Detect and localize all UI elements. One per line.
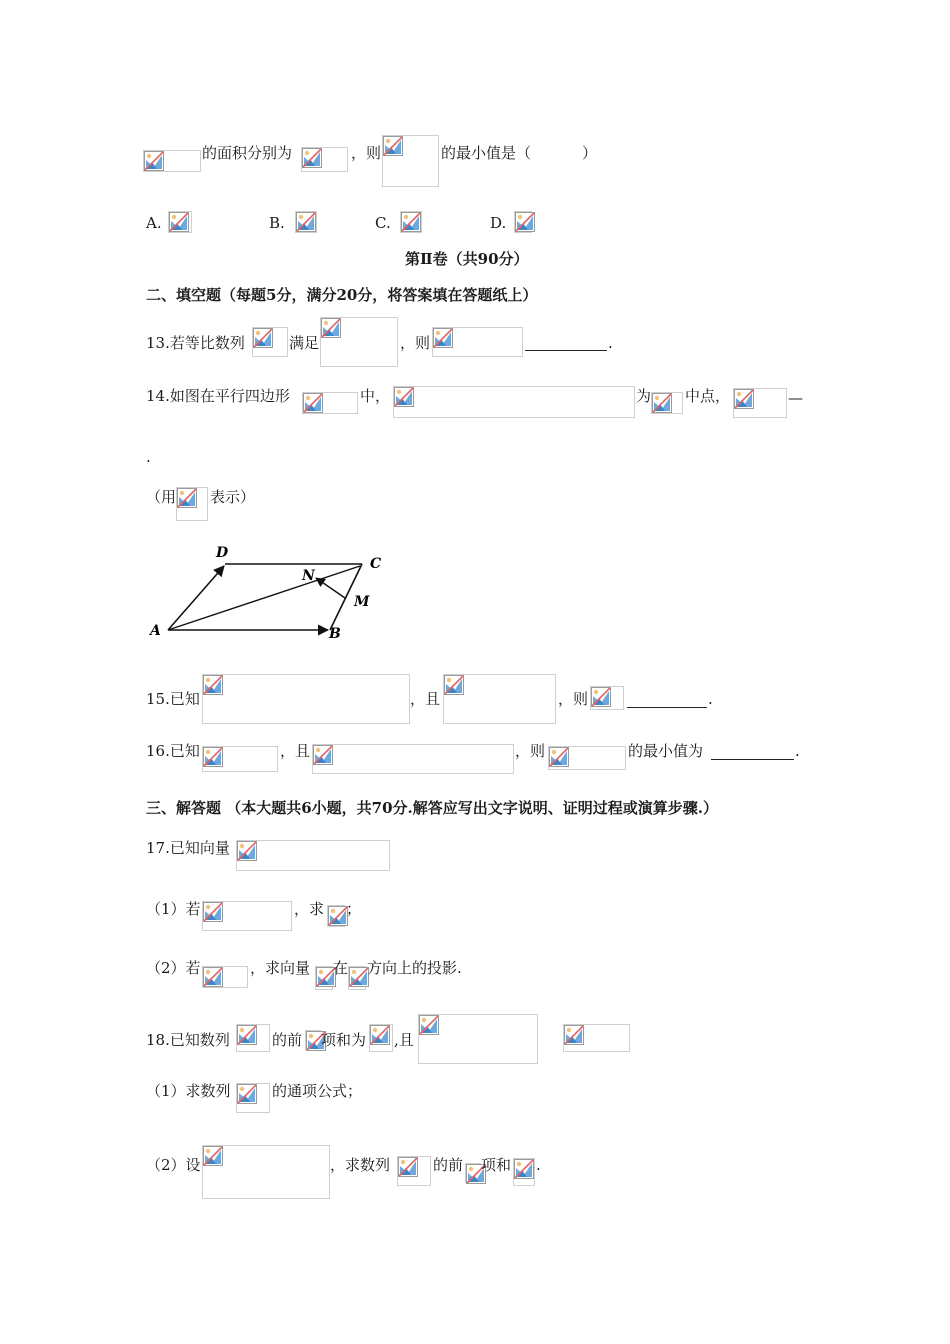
formula-image — [176, 487, 208, 521]
broken-image-icon — [313, 745, 333, 765]
broken-image-icon — [549, 747, 569, 767]
broken-image-icon — [734, 389, 754, 409]
q14-hint: 表示） — [210, 488, 256, 506]
broken-image-icon — [433, 328, 453, 348]
q14-text: 为 — [636, 387, 652, 405]
broken-image-icon — [652, 393, 672, 413]
q18-text: ,且 — [394, 1031, 414, 1049]
q14-text: 14.如图在平行四边形 — [146, 387, 290, 405]
q18-text: 的通项公式； — [272, 1082, 363, 1100]
q17-text: ，求 — [294, 900, 325, 918]
broken-image-icon — [515, 212, 535, 232]
q13-text: 满足 — [289, 334, 320, 352]
q17-text: 17.已知向量 — [146, 839, 230, 857]
broken-image-icon — [169, 212, 189, 232]
broken-image-icon — [328, 906, 348, 926]
formula-image — [202, 1145, 330, 1199]
q15-text: ，且 — [410, 690, 441, 708]
q17-text: （1）若 — [146, 900, 201, 918]
q15-text: 15.已知 — [146, 690, 200, 708]
q14-text: 中点， — [685, 387, 731, 405]
q14-hint: （用 — [146, 488, 177, 506]
broken-image-icon — [203, 1146, 223, 1166]
option-a: A. — [146, 214, 162, 232]
broken-image-icon — [321, 318, 341, 338]
q18-text: 的前 — [272, 1031, 303, 1049]
broken-image-icon — [203, 902, 223, 922]
answer-blank[interactable] — [525, 350, 607, 351]
answer-blank[interactable] — [711, 759, 794, 760]
broken-image-icon — [401, 212, 421, 232]
formula-image — [315, 966, 333, 990]
broken-image-icon — [394, 387, 414, 407]
option-b: B. — [269, 214, 285, 232]
q17-text: （2）若 — [146, 959, 201, 977]
q17-text: ，求向量 — [250, 959, 311, 977]
broken-image-icon — [203, 967, 223, 987]
broken-image-icon — [419, 1015, 439, 1035]
q17-text: 在 — [333, 959, 349, 977]
answer-blank[interactable] — [627, 707, 707, 708]
q16-text: ，则 — [515, 742, 546, 760]
formula-image — [252, 327, 288, 357]
formula-image — [443, 674, 556, 724]
q18-text: . — [536, 1156, 541, 1174]
formula-image — [302, 392, 358, 414]
broken-image-icon — [303, 393, 323, 413]
option-b-image — [295, 211, 317, 233]
formula-image — [432, 327, 523, 357]
formula-image — [733, 388, 787, 418]
formula-image — [348, 966, 366, 990]
formula-image — [393, 386, 635, 418]
broken-image-icon — [370, 1025, 390, 1045]
q18-text: 18.已知数列 — [146, 1031, 230, 1049]
formula-image — [418, 1014, 538, 1064]
q17-text: ； — [346, 900, 362, 918]
formula-image — [563, 1024, 630, 1052]
broken-image-icon — [444, 675, 464, 695]
broken-image-icon — [296, 212, 316, 232]
broken-image-icon — [302, 148, 322, 168]
q16-text: 的最小值为 — [628, 742, 704, 760]
option-c-image — [400, 211, 422, 233]
q14-text: . — [146, 448, 151, 466]
broken-image-icon — [253, 328, 273, 348]
broken-image-icon — [398, 1157, 418, 1177]
broken-image-icon — [591, 687, 611, 707]
part-title: 第Ⅱ卷（共90分） — [405, 250, 529, 268]
option-d: D. — [490, 214, 507, 232]
answer-blank: — — [788, 389, 803, 407]
formula-image — [202, 966, 248, 988]
q13-text: ，则 — [400, 334, 431, 352]
formula-image — [202, 674, 410, 724]
q18-text: ，求数列 — [330, 1156, 391, 1174]
q18-text: （2）设 — [146, 1156, 201, 1174]
q18-text: 项和为 — [321, 1031, 367, 1049]
broken-image-icon — [349, 967, 369, 987]
point-label-n: N — [302, 568, 315, 584]
formula-image — [143, 150, 201, 172]
formula-image — [397, 1156, 431, 1186]
broken-image-icon — [203, 747, 223, 767]
q18-text: 的前 — [433, 1156, 464, 1174]
point-label-m: M — [354, 594, 370, 610]
formula-image — [202, 746, 278, 772]
broken-image-icon — [177, 488, 197, 508]
q16-text: ，且 — [280, 742, 311, 760]
formula-image — [301, 147, 348, 172]
broken-image-icon — [564, 1025, 584, 1045]
vertex-label-c: C — [370, 556, 382, 572]
formula-image — [590, 686, 624, 710]
formula-image — [327, 905, 345, 927]
formula-image — [548, 746, 626, 770]
q16-text: 16.已知 — [146, 742, 200, 760]
section-title: 二、填空题（每题5分，满分20分，将答案填在答题纸上） — [146, 286, 538, 304]
formula-image — [236, 1083, 270, 1113]
broken-image-icon — [237, 1084, 257, 1104]
broken-image-icon — [203, 675, 223, 695]
broken-image-icon — [237, 1025, 257, 1045]
broken-image-icon — [237, 841, 257, 861]
q12-text: ，则 — [351, 144, 382, 162]
q17-text: 方向上的投影. — [367, 959, 462, 977]
q14-text: 中， — [360, 387, 391, 405]
q15-text: . — [708, 690, 713, 708]
q13-text: . — [608, 334, 613, 352]
formula-image — [236, 1024, 270, 1052]
formula-image — [312, 744, 514, 774]
q12-text: 的面积分别为 — [202, 144, 293, 162]
broken-image-icon — [514, 1159, 534, 1179]
option-a-image — [168, 211, 192, 233]
formula-image — [305, 1030, 321, 1050]
q18-text: 项和 — [481, 1156, 512, 1174]
formula-image — [651, 392, 683, 414]
formula-image — [202, 901, 292, 931]
option-c: C. — [375, 214, 391, 232]
section-title: 三、解答题 （本大题共6小题，共70分.解答应写出文字说明、证明过程或演算步骤.） — [146, 799, 718, 817]
parallelogram-figure — [140, 540, 400, 650]
vertex-label-d: D — [216, 545, 229, 561]
broken-image-icon — [144, 151, 164, 171]
formula-image — [465, 1163, 481, 1183]
q15-text: ，则 — [558, 690, 589, 708]
vertex-label-a: A — [150, 623, 161, 639]
formula-image — [382, 135, 439, 187]
formula-image — [320, 317, 398, 367]
vertex-label-b: B — [329, 626, 341, 642]
option-d-image — [514, 211, 532, 233]
q12-text: 的最小值是（ — [441, 144, 532, 162]
q16-text: . — [795, 742, 800, 760]
q18-text: （1）求数列 — [146, 1082, 231, 1100]
formula-image — [513, 1158, 535, 1186]
broken-image-icon — [383, 136, 403, 156]
q13-text: 13.若等比数列 — [146, 334, 245, 352]
formula-image — [236, 840, 390, 871]
formula-image — [369, 1024, 393, 1052]
q12-text: ） — [582, 144, 598, 162]
